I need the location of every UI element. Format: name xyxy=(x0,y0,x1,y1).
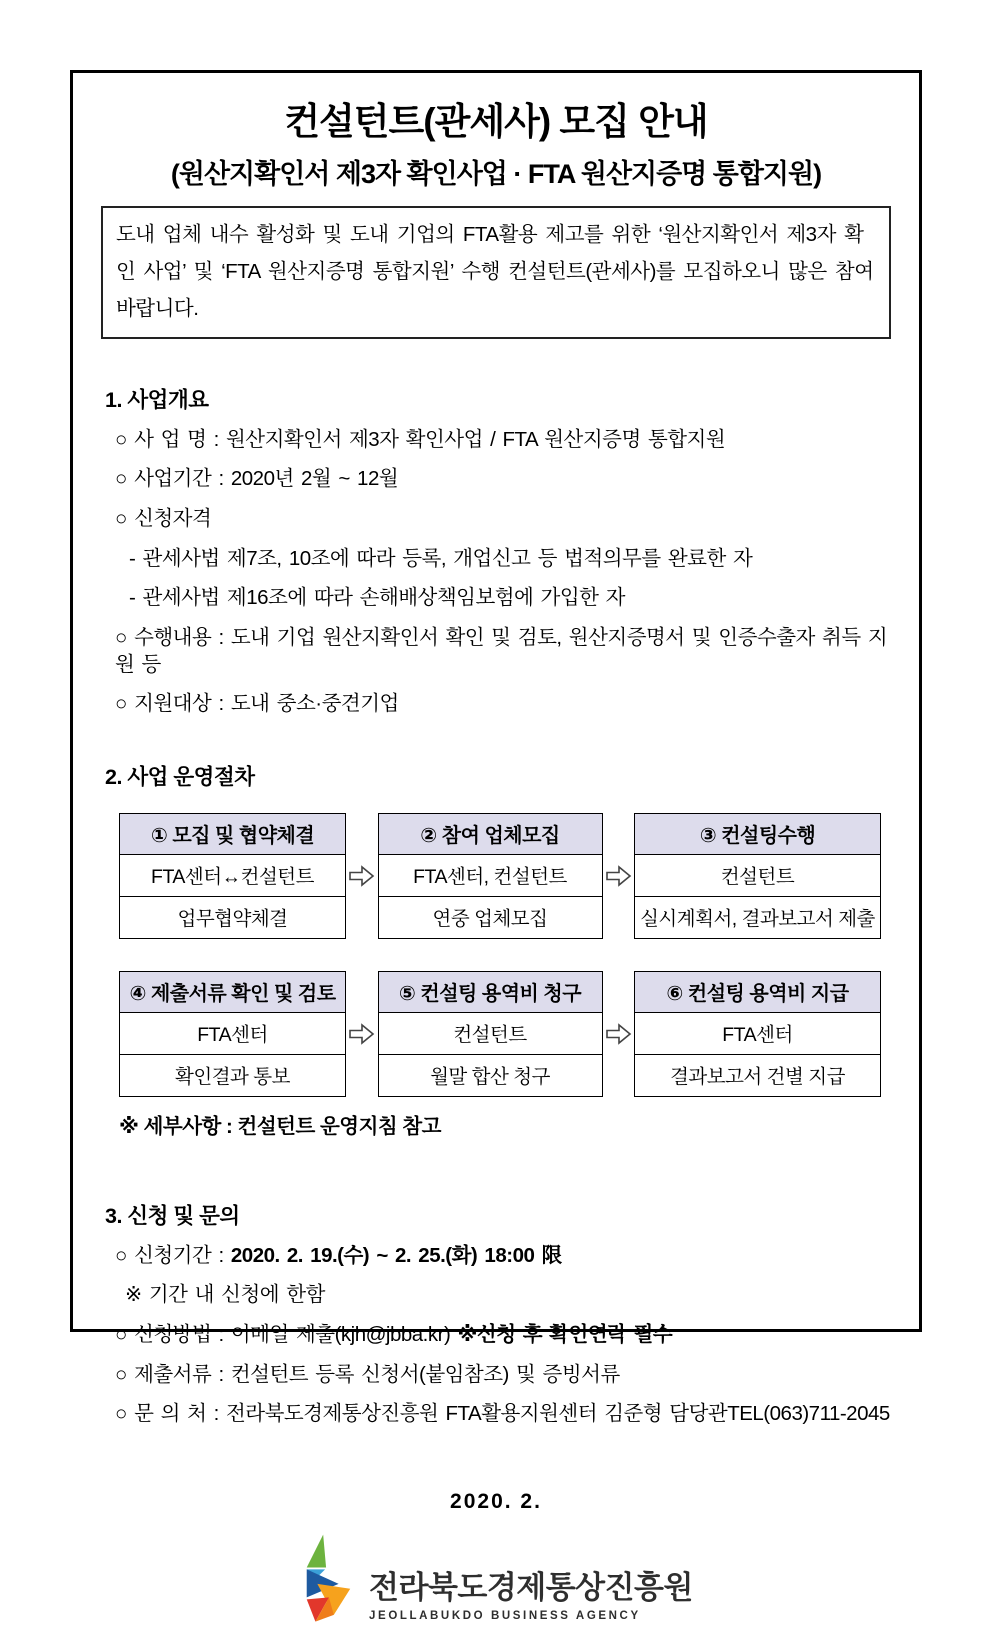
flow-step-title: ④ 제출서류 확인 및 검토 xyxy=(120,972,345,1013)
flow-step-action: 확인결과 통보 xyxy=(175,1065,290,1088)
flow-arrow-icon xyxy=(346,971,378,1097)
apply-method-label: ○ 신청방법 : 이메일 제출(kjh@jbba.kr) xyxy=(115,1323,458,1347)
flow-step-action: 월말 합산 청구 xyxy=(430,1065,550,1088)
list-item-documents: ○ 제출서류 : 컨설턴트 등록 신청서(붙임참조) 및 증빙서류 xyxy=(115,1362,620,1386)
page-title: 컨설턴트(관세사) 모집 안내 xyxy=(284,101,708,142)
document-content xyxy=(73,73,919,1635)
list-item: ○ 지원대상 : 도내 중소·중견기업 xyxy=(115,692,399,716)
flow-arrow-icon xyxy=(603,813,635,939)
flow-step-title: ③ 컨설팅수행 xyxy=(635,814,880,855)
flow-step-3 xyxy=(634,813,881,939)
agency-name-english: JEOLLABUKDO BUSINESS AGENCY xyxy=(369,1609,641,1622)
flow-arrow-icon xyxy=(346,813,378,939)
issue-date: 2020. 2. xyxy=(450,1490,542,1513)
section1-items xyxy=(99,427,893,718)
list-item: ○ 수행내용 : 도내 기업 원산지확인서 확인 및 검토, 원산지증명서 및 인증수출자 취득 지원 등 xyxy=(115,625,888,676)
flow-step-title: ⑥ 컨설팅 용역비 지급 xyxy=(635,972,880,1013)
document-page-border xyxy=(70,70,922,1622)
agency-logo-text xyxy=(369,1562,693,1622)
flow-step-actor: FTA센터↔컨설턴트 xyxy=(120,855,345,897)
apply-method-note: ※신청 후 확인연락 필수 xyxy=(457,1323,673,1347)
flow-step-title: ⑤ 컨설팅 용역비 청구 xyxy=(379,972,602,1013)
flow-step-actor: FTA센터, 컨설턴트 xyxy=(379,855,602,897)
intro-box: 도내 업체 내수 활성화 및 도내 기업의 FTA활용 제고를 위한 ‘원산지확인서 제3자 확인 사업’ 및 ‘FTA 원산지증명 통합지원’ 수행 컨설턴트(관세사)를 모집하오니 많은 참여 바랍니다. xyxy=(101,206,891,339)
flow-step-actor: FTA센터 xyxy=(635,1013,880,1055)
flow-note: ※ 세부사항 : 컨설턴트 운영지침 참고 xyxy=(119,1114,441,1138)
section1-heading: 1. 사업개요 xyxy=(105,387,209,412)
list-item: ○ 사 업 명 : 원산지확인서 제3자 확인사업 / FTA 원산지증명 통합지원 xyxy=(115,427,726,451)
list-item: ○ 신청자격 xyxy=(115,506,212,530)
agency-name-korean: 전라북도경제통상진흥원 xyxy=(369,1569,693,1605)
flow-step-actor: FTA센터 xyxy=(120,1013,345,1055)
flow-step-6 xyxy=(634,971,881,1097)
flow-step-4 xyxy=(119,971,346,1097)
list-item-period-note: ※ 기간 내 신청에 한함 xyxy=(125,1283,325,1307)
list-item-contact: ○ 문 의 처 : 전라북도경제통상진흥원 FTA활용지원센터 김준형 담당관TEL(063)711-2045 xyxy=(115,1402,890,1426)
list-item: - 관세사법 제7조, 10조에 따라 등록, 개업신고 등 법적의무를 완료한 자 xyxy=(129,546,753,570)
list-item-apply-period xyxy=(115,1243,893,1270)
apply-period-label: ○ 신청기간 : xyxy=(115,1243,231,1267)
flow-row-1 xyxy=(119,813,881,939)
flow-step-5 xyxy=(378,971,603,1097)
flow-step-action: 결과보고서 건별 지급 xyxy=(670,1065,845,1088)
flow-step-1 xyxy=(119,813,346,939)
flow-step-action: 업무협약체결 xyxy=(177,907,288,930)
flow-step-action: 실시계획서, 결과보고서 제출 xyxy=(640,907,875,930)
apply-period-value: 2020. 2. 19.(수) ~ 2. 25.(화) 18:00 限 xyxy=(230,1243,562,1267)
list-item: ○ 사업기간 : 2020년 2월 ~ 12월 xyxy=(115,467,399,491)
section3-items xyxy=(99,1243,893,1428)
flow-step-actor: 컨설턴트 xyxy=(379,1013,602,1055)
list-item-apply-method xyxy=(115,1322,893,1349)
section-process xyxy=(99,760,893,1139)
section-overview xyxy=(99,383,893,718)
flow-step-actor: 컨설턴트 xyxy=(635,855,880,897)
section2-heading: 2. 사업 운영절차 xyxy=(105,764,255,789)
agency-logo-icon xyxy=(299,1532,357,1635)
flow-step-title: ② 참여 업체모집 xyxy=(379,814,602,855)
section-apply xyxy=(99,1199,893,1428)
agency-logo xyxy=(99,1532,893,1635)
flow-arrow-icon xyxy=(603,971,635,1097)
flow-row-2 xyxy=(119,971,881,1097)
page-subtitle: (원산지확인서 제3자 확인사업 · FTA 원산지증명 통합지원) xyxy=(170,159,822,189)
flow-step-2 xyxy=(378,813,603,939)
flow-step-title: ① 모집 및 협약체결 xyxy=(120,814,345,855)
list-item: - 관세사법 제16조에 따라 손해배상책임보험에 가입한 자 xyxy=(129,586,625,610)
flow-step-action: 연중 업체모집 xyxy=(432,907,548,930)
section3-heading: 3. 신청 및 문의 xyxy=(105,1203,240,1228)
